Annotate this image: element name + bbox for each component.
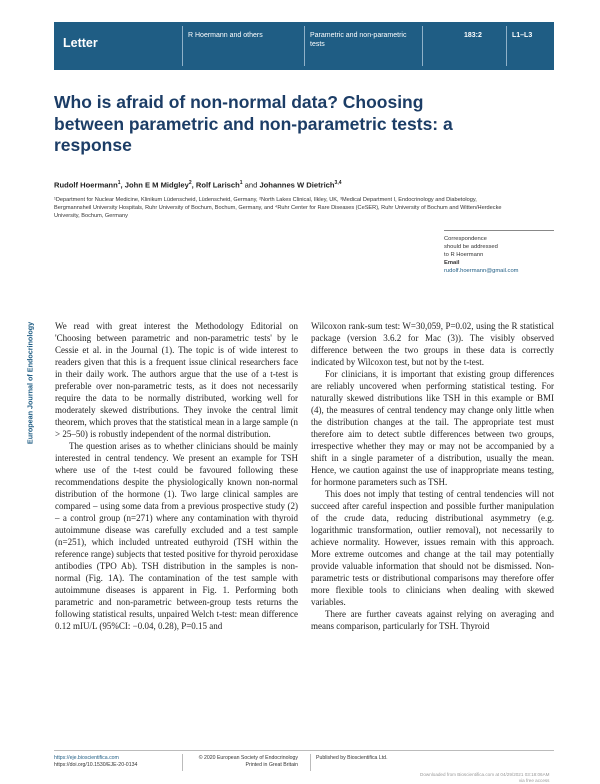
printed-in: Printed in Great Britain <box>245 762 298 768</box>
footer-divider <box>182 754 183 771</box>
journal-sidebar <box>23 308 37 458</box>
body-paragraph: This does not imply that testing of central tendencies will not succeed after careful inspection and possible further manipulation of the crude data, reducing distributional asymmetry (e.g. logarithmic transformation, outlier removal), not necessarily to achieve normality. However, issues remain with this approach. More extreme outcomes and change at the tail may potentially provide valuable information that should not be dismissed. Non-parametric tests or distributional comparisons may therefore offer more flexible tools to clinicians when dealing with skewed variables. <box>311 489 554 607</box>
body-paragraph: The question arises as to whether clinicians should be mainly interested in central tendency. We present an example for TSH where use of the t-test could be favoured following these recommendations despite the physiologically known non-normal distribution of the hormone (1). Two large clinical samples are compared – using some data from a previous prospective study (2) – a control group (n=271) where any contamination with thyroid autoimmune disease was carefully excluded and a test sample (n=251), which included untreated euthyroid (TSH within the reference range) subjects that tested positive for thyroid peroxidase antibodies (TPO Ab). TSH distribution in the samples is non-normal (Fig. 1A). The contamination of the test sample with autoimmune diseases is apparent in Fig. 1. Performing both parametric and non-parametric between-group tests returns the following statistical results, unpaired Welch t-test: mean difference 0.12 mIU/L (95%CI: −0.04, 0.28), P=0.15 and <box>55 441 298 631</box>
volume-issue: 183:2 <box>464 32 482 39</box>
body-column-right <box>311 320 554 632</box>
author-affiliation-mark: 2 <box>188 180 192 186</box>
header-divider <box>422 26 423 66</box>
body-paragraph: For clinicians, it is important that existing group differences are reliably uncovered when performing statistical testing. For naturally skewed distributions like TSH in this example or BMI (4), the measures of central tendency may change only little when the distribution changes at the tail. The appropriate test must therefore aim to detect subtle differences between two groups, irrespective whether they may or may not be accompanied by a shift in a single parameter of a distribution, usually the mean. Hence, we caution against the use of inappropriate means testing, for hormone parameters such as TSH. <box>311 369 554 487</box>
body-column-left <box>55 320 298 632</box>
copyright: © 2020 European Society of Endocrinology <box>198 755 298 761</box>
author-affiliation-mark: 3,4 <box>334 180 342 186</box>
page-range: L1–L3 <box>512 32 533 39</box>
doi-link[interactable]: https://doi.org/10.1530/EJE-20-0134 <box>54 762 138 768</box>
correspondence-line: should be addressed <box>444 244 498 251</box>
journal-name-vertical: European Journal of Endocrinology <box>25 321 35 445</box>
header-divider <box>182 26 183 66</box>
author-list <box>54 180 554 190</box>
correspondence-line: Correspondence <box>444 236 487 242</box>
running-title: Parametric and non-parametric tests <box>310 32 407 48</box>
author-separator: and <box>242 180 260 190</box>
header-divider <box>506 26 507 66</box>
journal-header-bar <box>54 22 554 70</box>
download-stamp <box>420 772 549 784</box>
access-info: via free access <box>518 778 550 783</box>
author-name: Rolf Larisch <box>195 180 240 190</box>
author-affiliation-mark: 1 <box>117 180 121 186</box>
correspondence-line: to R Hoermann <box>444 252 484 259</box>
publisher: Published by Bioscientifica Ltd. <box>316 755 388 761</box>
journal-url[interactable]: https://eje.bioscientifica.com <box>54 755 119 761</box>
body-paragraph: There are further caveats against relying on averaging and means comparison, particularly for TSH. Thyroid <box>311 609 554 631</box>
author-name: John E M Midgley <box>124 180 189 190</box>
footer-divider <box>310 754 311 771</box>
author-name: Johannes W Dietrich <box>259 180 335 190</box>
email-label: Email <box>444 260 460 267</box>
author-separator: , <box>120 180 125 190</box>
section-label: Letter <box>63 36 98 50</box>
download-info: Downloaded from Bioscientifica.com at 04/29/2021 03:18:06AM <box>420 772 550 777</box>
author-name: Rudolf Hoermann <box>54 180 118 190</box>
running-authors: R Hoermann and others <box>188 32 263 39</box>
body-paragraph: Wilcoxon rank-sum test: W=30,059, P=0.02, using the R statistical package (version 3.6.2 for Mac (3)). The visibly observed difference between the two groups in these data is correctly indicated by Wilcoxon test, but not by the t-test. <box>311 321 554 367</box>
author-affiliation-mark: 1 <box>239 180 243 186</box>
affiliations: ¹Department for Nuclear Medicine, Klinikum Lüdenscheid, Lüdenscheid, Germany, ²North Lakes Clinical, Ilkley, UK, ³Medical Department I, Endocrinology and Diabetology, Bergmannsheil University Hospitals, Ruhr University of Bochum, Bochum, Germany, and ⁴Ruhr Center for Rare Diseases (CeSER), Ruhr University of Bochum and Witten/Herdecke University, Bochum, Germany <box>54 197 502 220</box>
article-title: Who is afraid of non-normal data? Choosing between parametric and non-parametric tests: a response <box>54 92 453 155</box>
header-divider <box>304 26 305 66</box>
correspondence-box <box>444 230 554 275</box>
email-link[interactable]: rudolf.hoermann@gmail.com <box>444 268 519 275</box>
author-separator: , <box>191 180 196 190</box>
body-paragraph: We read with great interest the Methodology Editorial on 'Choosing between parametric and non-parametric tests' by le Cessie et al. in the Journal (1). The topic is of wide interest to readers given that this is a frequent issue clinical researchers face in their daily work. The authors argue that the use of a t-test is preferable over non-parametric tests, as it does not necessarily require the data to be normally distributed, working well for moderately skewed distributions. They invoke the central limit theorem, which proves that the statistical mean in a large sample (n > 25–50) is robustly independent of the normal distribution. <box>55 321 298 439</box>
